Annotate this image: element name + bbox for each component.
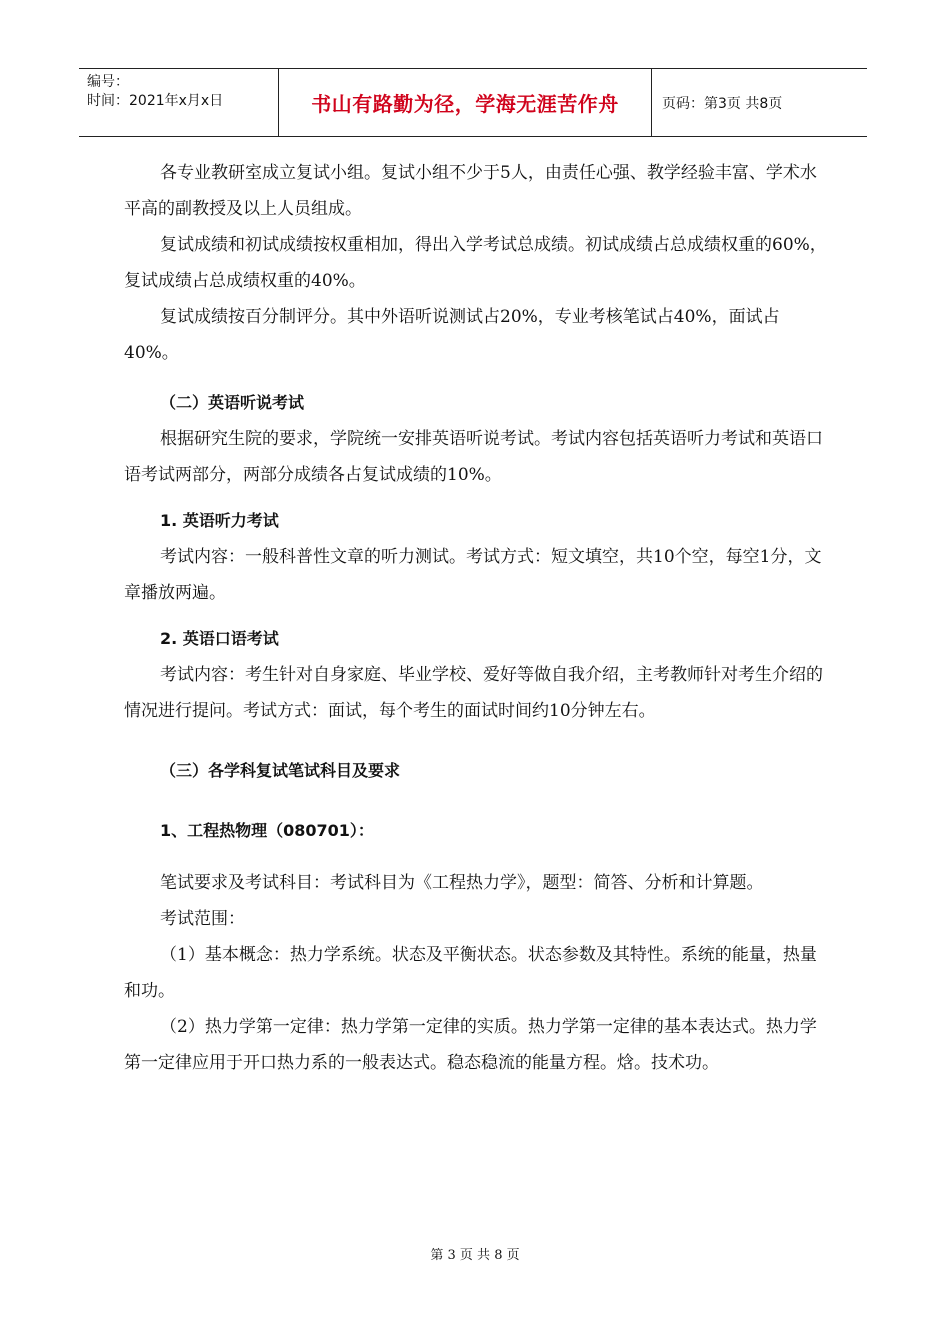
subsection-heading: 1. 英语听力考试	[160, 511, 279, 530]
page-header	[79, 68, 867, 137]
subsection-heading: 1、工程热物理（080701）：	[160, 821, 374, 840]
code-label: 编号：	[87, 74, 129, 90]
paragraph: 考试内容：考生针对自身家庭、毕业学校、爱好等做自我介绍，主考教师针对考生介绍的情况进行提问。考试方式：面试，每个考生的面试时间约10分钟左右。	[124, 665, 823, 721]
paragraph: 复试成绩和初试成绩按权重相加，得出入学考试总成绩。初试成绩占总成绩权重的60%，复试成绩占总成绩权重的40%。	[124, 235, 827, 291]
subsection-heading: 2. 英语口语考试	[160, 629, 279, 648]
paragraph: （2）热力学第一定律：热力学第一定律的实质。热力学第一定律的基本表达式。热力学第一定律应用于开口热力系的一般表达式。稳态稳流的能量方程。焓。技术功。	[124, 1017, 817, 1073]
page-footer: 第 3 页 共 8 页	[430, 1248, 520, 1263]
paragraph: 各专业教研室成立复试小组。复试小组不少于5人，由责任心强、教学经验丰富、学术水平高的副教授及以上人员组成。	[124, 163, 817, 219]
paragraph: （1）基本概念：热力学系统。状态及平衡状态。状态参数及其特性。系统的能量，热量和功。	[124, 945, 817, 1001]
paragraph: 根据研究生院的要求，学院统一安排英语听说考试。考试内容包括英语听力考试和英语口语考试两部分，两部分成绩各占复试成绩的10%。	[124, 429, 823, 485]
document-body	[124, 155, 830, 1081]
paragraph: 笔试要求及考试科目：考试科目为《工程热力学》，题型：简答、分析和计算题。	[160, 873, 764, 893]
paragraph: 复试成绩按百分制评分。其中外语听说测试占20%，专业考核笔试占40%，面试占40%。	[124, 307, 780, 363]
paragraph: 考试范围：	[160, 909, 245, 929]
paragraph: 考试内容：一般科普性文章的听力测试。考试方式：短文填空，共10个空，每空1分，文章播放两遍。	[124, 547, 822, 603]
header-meta	[79, 69, 279, 136]
time-label: 时间：2021年x月x日	[87, 93, 224, 109]
header-page-label: 页码：第3页 共8页	[662, 95, 783, 112]
section-heading: （二）英语听说考试	[160, 393, 305, 412]
header-motto: 书山有路勤为径，学海无涯苦作舟	[279, 69, 652, 136]
section-heading: （三）各学科复试笔试科目及要求	[160, 761, 401, 780]
